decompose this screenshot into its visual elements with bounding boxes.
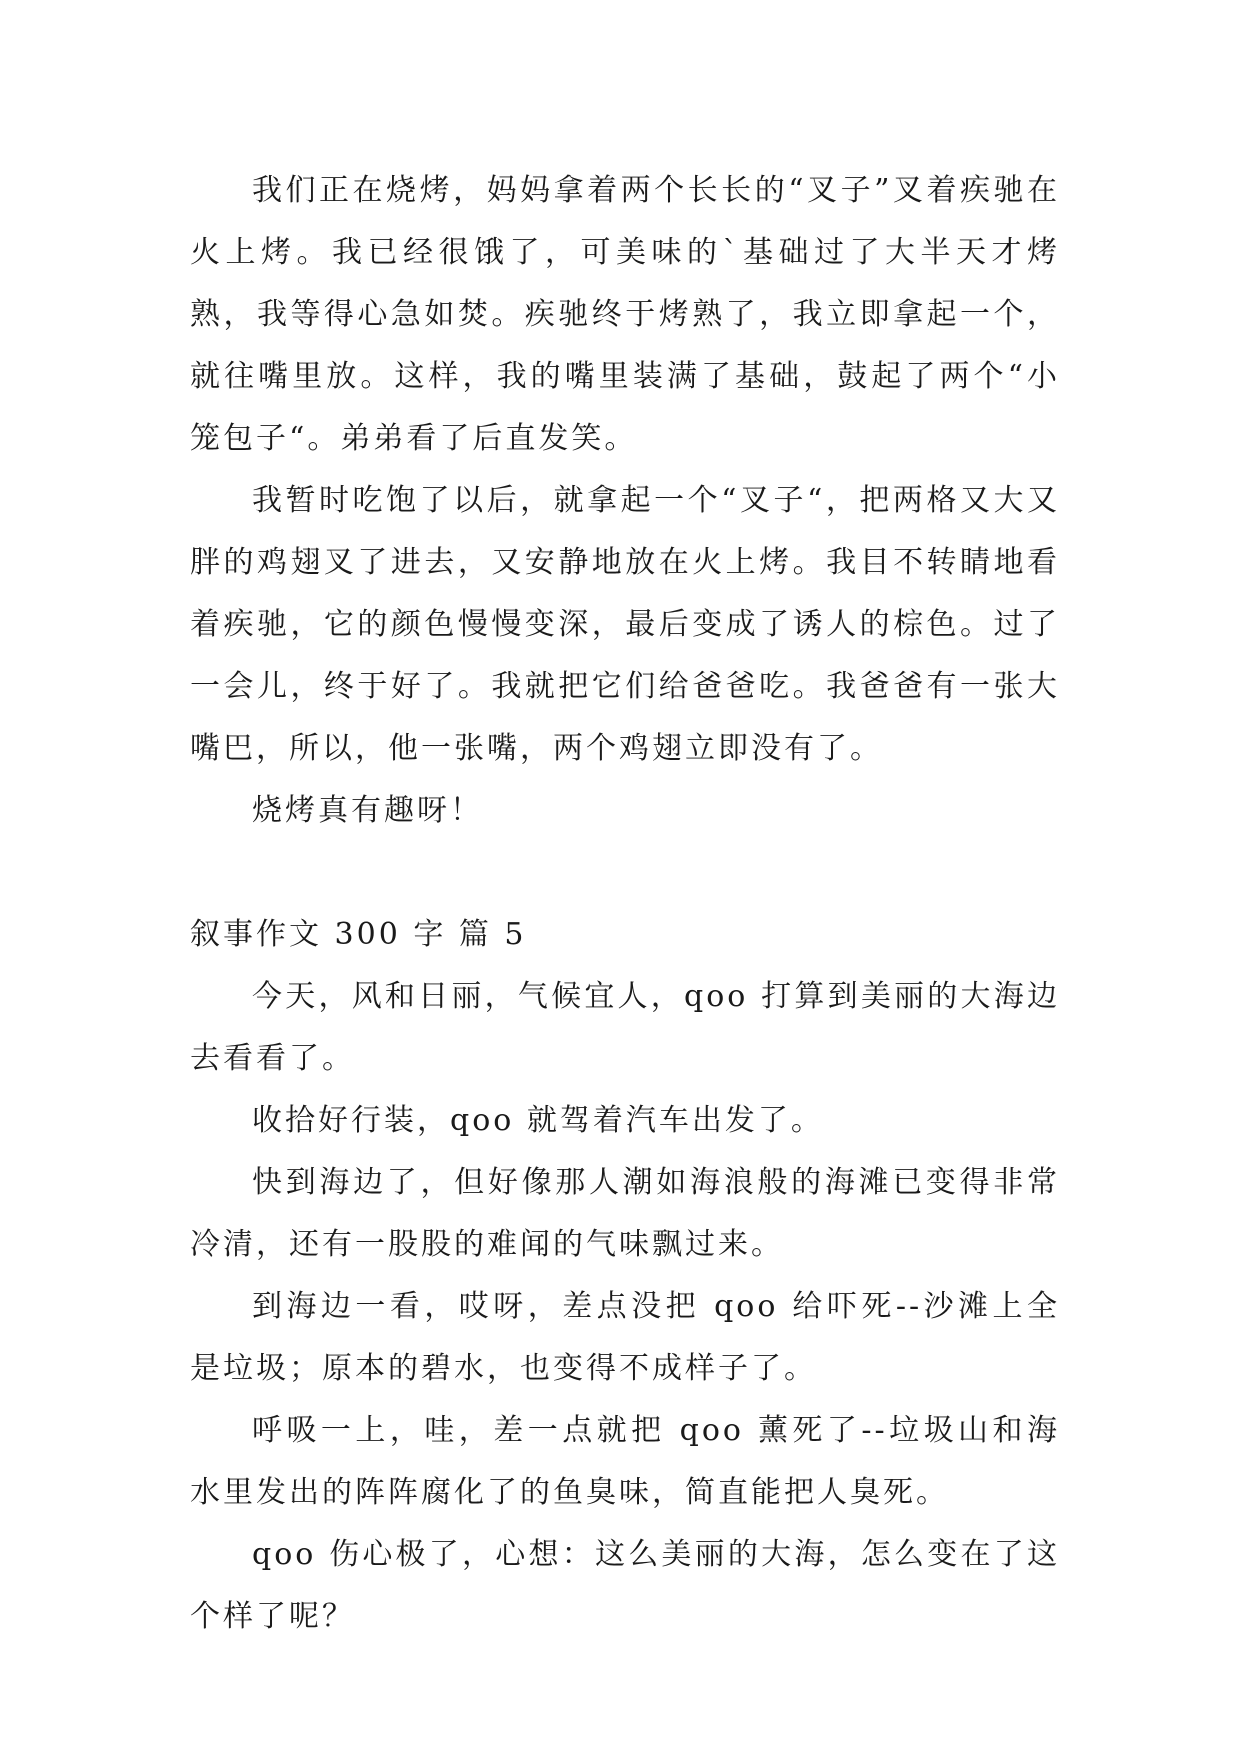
- document-body: [190, 160, 1060, 1648]
- paragraph: 到海边一看，哎呀，差点没把 qoo 给吓死--沙滩上全是垃圾；原本的碧水，也变得不成样子了。: [190, 1289, 1060, 1386]
- paragraph: 我暂时吃饱了以后，就拿起一个“叉子“，把两格又大又胖的鸡翅叉了进去，又安静地放在火上烤。我目不转睛地看着疾驰，它的颜色慢慢变深，最后变成了诱人的棕色。过了一会儿，终于好了。我就把它们给爸爸吃。我爸爸有一张大嘴巴，所以，他一张嘴，两个鸡翅立即没有了。: [190, 483, 1060, 766]
- paragraph: 收拾好行装，qoo 就驾着汽车出发了。: [252, 1103, 824, 1138]
- paragraph: 今天，风和日丽，气候宜人，qoo 打算到美丽的大海边去看看了。: [190, 979, 1060, 1076]
- paragraph: 烧烤真有趣呀！: [252, 793, 483, 828]
- paragraph: qoo 伤心极了，心想：这么美丽的大海，怎么变在了这个样了呢？: [190, 1537, 1060, 1634]
- paragraph: 我们正在烧烤，妈妈拿着两个长长的“叉子”叉着疾驰在火上烤。我已经很饿了，可美味的`基础过了大半天才烤熟，我等得心急如焚。疾驰终于烤熟了，我立即拿起一个，就往嘴里放。这样，我的嘴里装满了基础，鼓起了两个“小笼包子“。弟弟看了后直发笑。: [190, 173, 1060, 456]
- paragraph: 呼吸一上，哇，差一点就把 qoo 薰死了--垃圾山和海水里发出的阵阵腐化了的鱼臭味，简直能把人臭死。: [190, 1413, 1060, 1510]
- paragraph: 快到海边了，但好像那人潮如海浪般的海滩已变得非常冷清，还有一股股的难闻的气味飘过来。: [190, 1165, 1060, 1262]
- section-heading: 叙事作文 300 字 篇 5: [190, 917, 527, 952]
